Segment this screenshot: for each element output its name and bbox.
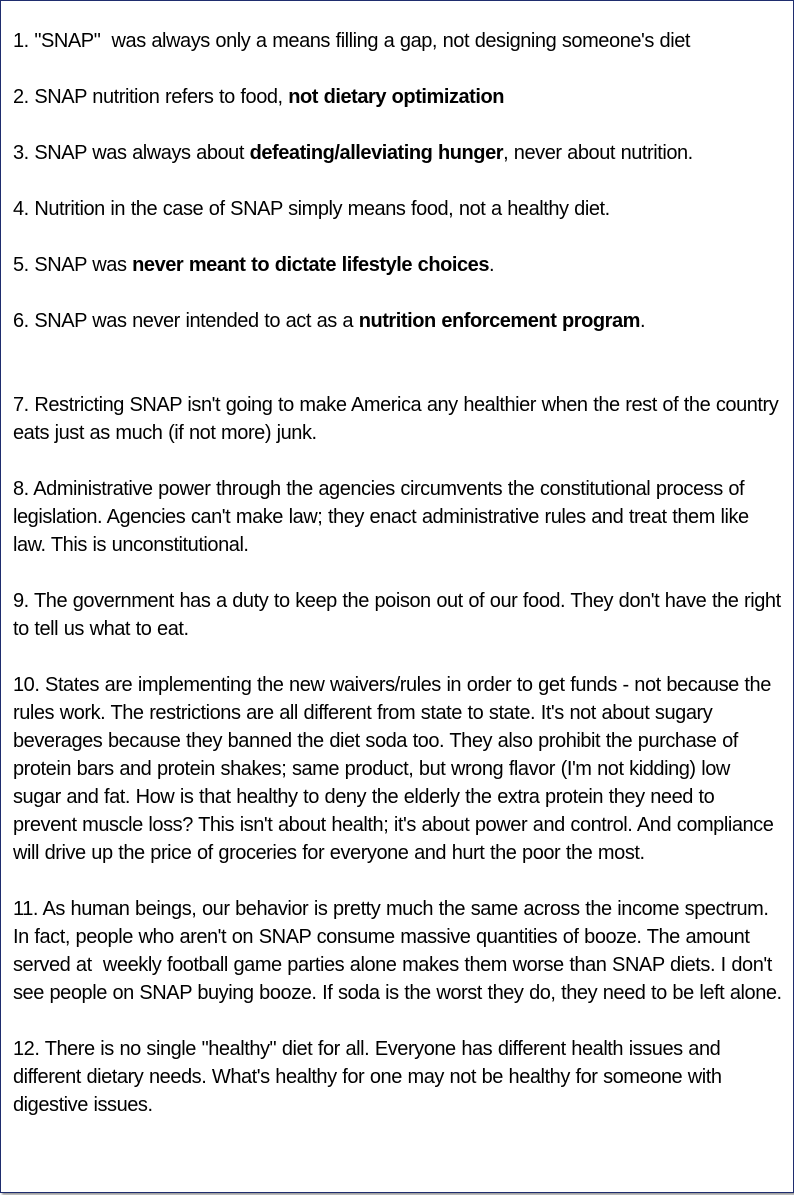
item-3-text-end: , never about nutrition. [503,142,693,164]
document-text [13,27,783,1119]
item-2-emphasis: not dietary optimization [288,86,505,108]
list-item-3 [13,139,783,167]
item-5-emphasis: never meant to dictate lifestyle choices [132,254,489,276]
item-1-text: 1. "SNAP" was always only a means filling a gap, not designing someone's diet [13,30,690,52]
list-item-11 [13,895,783,1007]
item-7-text: 7. Restricting SNAP isn't going to make America any healthier when the rest of the country eats just as much (if not more) junk. [13,394,779,444]
item-6-text-end: . [640,310,646,332]
list-item-6 [13,307,783,335]
item-9-text: 9. The government has a duty to keep the poison out of our food. They don't have the right to tell us what to eat. [13,590,781,640]
list-item-2 [13,83,783,111]
list-item-12 [13,1035,783,1119]
list-item-7 [13,391,783,447]
item-6-emphasis: nutrition enforcement program [358,310,640,332]
item-5-text-end: . [489,254,495,276]
item-5-text: 5. SNAP was [13,254,133,276]
item-3-text: 3. SNAP was always about [13,142,250,164]
item-3-emphasis: defeating/alleviating hunger [249,142,504,164]
list-item-9 [13,587,783,643]
item-2-text: 2. SNAP nutrition refers to food, [13,86,289,108]
item-6-text: 6. SNAP was never intended to act as a [13,310,359,332]
list-item-4 [13,195,783,223]
list-item-10 [13,671,783,867]
item-12-text: 12. There is no single "healthy" diet for all. Everyone has different health issues and different dietary needs. What's healthy for one may not be healthy for someone with digestive issues. [13,1038,722,1116]
list-item-8 [13,475,783,559]
item-4-text: 4. Nutrition in the case of SNAP simply means food, not a healthy diet. [13,198,610,220]
item-8-text: 8. Administrative power through the agencies circumvents the constitutional process of legislation. Agencies can't make law; they enact administrative rules and treat them like law. This is unconstitutional. [13,478,749,556]
list-item-1 [13,27,783,55]
item-10-text: 10. States are implementing the new waivers/rules in order to get funds - not because the rules work. The restrictions are all different from state to state. It's not about sugary beverages because they banned the diet soda too. They also prohibit the purchase of protein bars and protein shakes; same product, but wrong flavor (I'm not kidding) low sugar and fat. How is that healthy to deny the elderly the extra protein they need to prevent muscle loss? This isn't about health; it's about power and control. And compliance will drive up the price of groceries for everyone and hurt the poor the most. [13,674,774,864]
item-11-text: 11. As human beings, our behavior is pretty much the same across the income spectrum. In fact, people who aren't on SNAP consume massive quantities of booze. The amount served at weekly football game parties alone makes them worse than SNAP diets. I don't see people on SNAP buying booze. If soda is the worst they do, they need to be left alone. [13,898,782,1004]
list-item-5 [13,251,783,279]
